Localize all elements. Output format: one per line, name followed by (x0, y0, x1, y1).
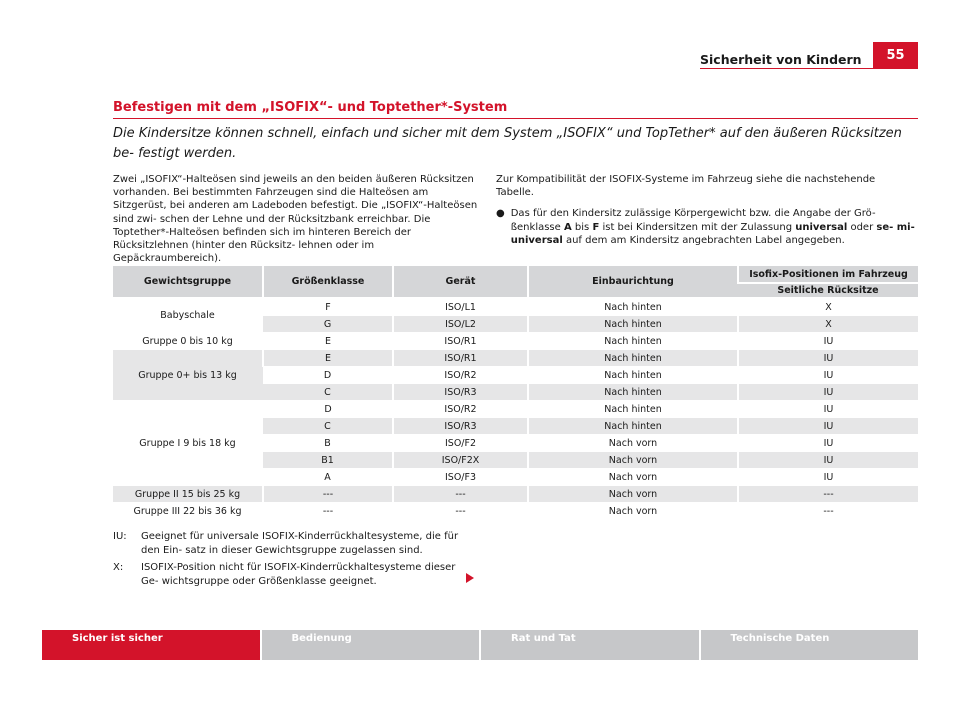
position-cell: IU (738, 452, 918, 469)
page-number: 55 (873, 42, 918, 68)
running-header-title: Sicherheit von Kindern (700, 52, 862, 67)
weight-group-cell: Gruppe I 9 bis 18 kg (113, 401, 263, 486)
bullet-item (496, 207, 916, 247)
header-divider (700, 68, 918, 69)
weight-group-cell: Babyschale (113, 298, 263, 333)
col-header-isofix-positions: Isofix-Positionen im Fahrzeug (738, 266, 918, 283)
table-row (113, 298, 918, 316)
position-cell: IU (738, 333, 918, 350)
size-class-cell: D (263, 367, 393, 384)
direction-cell: Nach hinten (528, 298, 738, 316)
position-cell: X (738, 316, 918, 333)
left-column-text: Zwei „ISOFIX“-Halteösen sind jeweils an den beiden äußeren Rücksitzen vorhanden. Bei bestimmten Fahrzeugen sind die Halteösen am Sitzgerüst, bei anderen am Ladeboden befestigt. Die „ISOFIX“-Halteösen sind zwi- schen der Lehne und der Rücksitzbank erreichbar. Die Toptether*-Halteösen befinden sich im hinteren Bereich der Rücksitzlehnen (hinter den Rücksitz- lehnen oder im Gepäckraumbereich). (113, 174, 478, 265)
table-row (113, 401, 918, 418)
size-class-cell: B1 (263, 452, 393, 469)
table-body (113, 298, 918, 520)
device-cell: ISO/F2 (393, 435, 528, 452)
direction-cell: Nach hinten (528, 316, 738, 333)
device-cell: ISO/R2 (393, 401, 528, 418)
footer-tab-technical-data[interactable]: Technische Daten (701, 630, 919, 660)
continue-arrow-icon (466, 573, 474, 583)
table-row (113, 486, 918, 503)
device-cell: ISO/L1 (393, 298, 528, 316)
device-cell: ISO/R1 (393, 333, 528, 350)
bullet-icon: ● (496, 208, 505, 220)
compatibility-paragraph: Zur Kompatibilität der ISOFIX-Systeme im Fahrzeug siehe die nachstehende Tabelle. (496, 174, 876, 199)
weight-group-cell: Gruppe 0 bis 10 kg (113, 333, 263, 350)
size-class-cell: A (263, 469, 393, 486)
bullet-text: Das für den Kindersitz zulässige Körpergewicht bzw. die Angabe der Grö- ßenklasse A bis F ist bei Kindersitzen mit der Zulassung universal oder se- mi-universal auf dem am Kindersitz angebrachten Label angegeben. (510, 208, 915, 246)
device-cell: --- (393, 503, 528, 520)
weight-group-cell: Gruppe III 22 bis 36 kg (113, 503, 263, 520)
size-class-cell: E (263, 333, 393, 350)
weight-group-cell: Gruppe II 15 bis 25 kg (113, 486, 263, 503)
position-cell: IU (738, 418, 918, 435)
footer-tab-safety[interactable]: Sicher ist sicher (42, 630, 260, 660)
position-cell: IU (738, 350, 918, 367)
direction-cell: Nach vorn (528, 486, 738, 503)
right-column (496, 173, 916, 247)
device-cell: --- (393, 486, 528, 503)
position-cell: --- (738, 486, 918, 503)
isofix-table (113, 266, 918, 520)
direction-cell: Nach hinten (528, 367, 738, 384)
device-cell: ISO/R2 (393, 367, 528, 384)
col-header-device: Gerät (393, 266, 528, 298)
device-cell: ISO/R1 (393, 350, 528, 367)
size-class-cell: G (263, 316, 393, 333)
table-row (113, 350, 918, 367)
footnote-iu: IU: Geeignet für universale ISOFIX-Kinderrückhaltesysteme, die für den Ein- satz in dieser Gewichtsgruppe zugelassen sind. (113, 531, 459, 556)
direction-cell: Nach vorn (528, 469, 738, 486)
direction-cell: Nach hinten (528, 384, 738, 401)
footer-nav (42, 630, 918, 660)
position-cell: IU (738, 367, 918, 384)
size-class-cell: C (263, 384, 393, 401)
size-class-cell: E (263, 350, 393, 367)
col-header-outer-seats: Seitliche Rücksitze (738, 283, 918, 298)
position-cell: IU (738, 435, 918, 452)
direction-cell: Nach hinten (528, 333, 738, 350)
footer-tab-advice[interactable]: Rat und Tat (481, 630, 699, 660)
col-header-size-class: Größenklasse (263, 266, 393, 298)
device-cell: ISO/R3 (393, 384, 528, 401)
position-cell: X (738, 298, 918, 316)
footnotes (113, 530, 473, 592)
weight-group-cell: Gruppe 0+ bis 13 kg (113, 350, 263, 401)
device-cell: ISO/L2 (393, 316, 528, 333)
footer-tab-operation[interactable]: Bedienung (262, 630, 480, 660)
size-class-cell: F (263, 298, 393, 316)
section-title: Befestigen mit dem „ISOFIX“- und Toptether*-System (113, 100, 508, 115)
col-header-direction: Einbaurichtung (528, 266, 738, 298)
direction-cell: Nach hinten (528, 418, 738, 435)
position-cell: IU (738, 469, 918, 486)
section-divider (113, 118, 918, 119)
direction-cell: Nach vorn (528, 503, 738, 520)
table-row (113, 503, 918, 520)
position-cell: --- (738, 503, 918, 520)
device-cell: ISO/F3 (393, 469, 528, 486)
col-header-weight-group: Gewichtsgruppe (113, 266, 263, 298)
device-cell: ISO/R3 (393, 418, 528, 435)
table-row (113, 333, 918, 350)
size-class-cell: --- (263, 503, 393, 520)
direction-cell: Nach vorn (528, 435, 738, 452)
device-cell: ISO/F2X (393, 452, 528, 469)
intro-text: Die Kindersitze können schnell, einfach und sicher mit dem System „ISOFIX“ und TopTether* auf den äußeren Rücksitzen be- festigt werden. (113, 126, 902, 161)
position-cell: IU (738, 401, 918, 418)
footnote-x: X: ISOFIX-Position nicht für ISOFIX-Kinderrückhaltesysteme dieser Ge- wichtsgruppe oder Größenklasse geeignet. (113, 562, 456, 587)
position-cell: IU (738, 384, 918, 401)
direction-cell: Nach hinten (528, 401, 738, 418)
size-class-cell: --- (263, 486, 393, 503)
size-class-cell: B (263, 435, 393, 452)
size-class-cell: C (263, 418, 393, 435)
direction-cell: Nach hinten (528, 350, 738, 367)
size-class-cell: D (263, 401, 393, 418)
direction-cell: Nach vorn (528, 452, 738, 469)
